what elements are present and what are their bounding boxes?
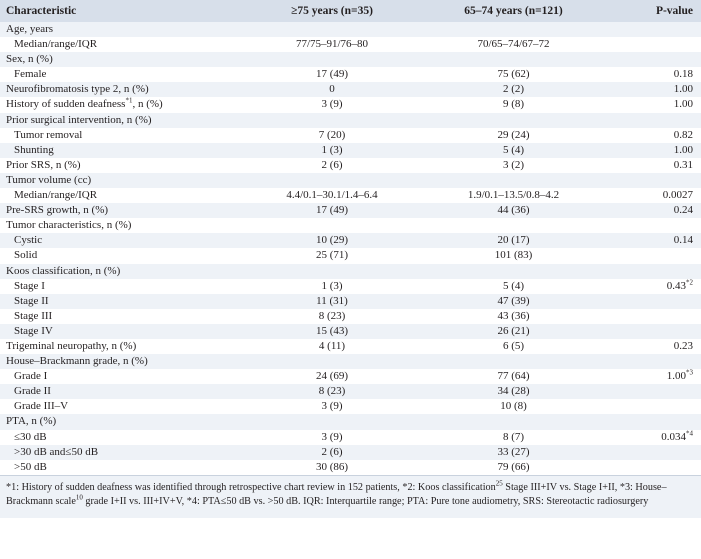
cell-group-75-plus: 8 (23) bbox=[238, 384, 426, 399]
cell-group-75-plus: 10 (29) bbox=[238, 233, 426, 248]
table-row bbox=[0, 233, 701, 248]
cell-group-75-plus: 3 (9) bbox=[238, 430, 426, 445]
table-body bbox=[0, 22, 701, 475]
cell-p-value bbox=[601, 430, 701, 445]
table-footnote bbox=[0, 475, 701, 518]
footnote-text-3: grade I+II vs. III+IV+V, *4: PTA≤50 dB vs. >50 dB. IQR: Interquartile range; PTA: Pure tone audiometry, SRS: Stereotactic radiosurgery bbox=[82, 495, 649, 507]
row-label-text: Prior SRS, n (%) bbox=[6, 158, 81, 171]
p-value-text: 1.00 bbox=[666, 370, 686, 383]
cell-group-65-74: 5 (4) bbox=[426, 279, 601, 294]
row-label bbox=[0, 399, 238, 414]
cell-p-value bbox=[601, 158, 701, 173]
row-label bbox=[0, 279, 238, 294]
table-row bbox=[0, 430, 701, 445]
cell-group-75-plus: 3 (9) bbox=[238, 97, 426, 112]
row-label bbox=[0, 218, 238, 233]
cell-group-75-plus: 3 (9) bbox=[238, 399, 426, 414]
p-value-footnote-ref: *3 bbox=[686, 368, 693, 377]
row-label bbox=[0, 354, 238, 369]
p-value-footnote-ref: *4 bbox=[686, 428, 693, 437]
row-label bbox=[0, 369, 238, 384]
cell-group-75-plus: 0 bbox=[238, 82, 426, 97]
p-value-text: 1.00 bbox=[673, 83, 693, 96]
cell-p-value bbox=[601, 399, 701, 414]
p-value-text: 0.82 bbox=[673, 128, 693, 141]
row-label-text: Grade II bbox=[14, 385, 51, 398]
row-label-text: Tumor characteristics, n (%) bbox=[6, 219, 132, 232]
row-label-suffix: , n (%) bbox=[132, 98, 163, 111]
row-label bbox=[0, 22, 238, 37]
row-label bbox=[0, 460, 238, 475]
row-label-text: Pre-SRS growth, n (%) bbox=[6, 204, 109, 217]
table-row bbox=[0, 173, 701, 188]
row-label bbox=[0, 294, 238, 309]
cell-p-value bbox=[601, 279, 701, 294]
cell-group-75-plus: 17 (49) bbox=[238, 203, 426, 218]
row-label bbox=[0, 158, 238, 173]
row-label bbox=[0, 173, 238, 188]
cell-group-65-74: 70/65–74/67–72 bbox=[426, 37, 601, 52]
row-label-text: Cystic bbox=[14, 234, 43, 247]
cell-group-65-74: 44 (36) bbox=[426, 203, 601, 218]
p-value-text: 1.00 bbox=[673, 98, 693, 111]
footnote-text-2: Stage III+IV vs. Stage I+II, *3: House–Brackmann scale bbox=[6, 481, 667, 507]
row-label-text: Tumor removal bbox=[14, 128, 83, 141]
row-label bbox=[0, 414, 238, 429]
header-group-65-74: 65–74 years (n=121) bbox=[426, 0, 601, 22]
cell-p-value bbox=[601, 445, 701, 460]
cell-group-75-plus: 11 (31) bbox=[238, 294, 426, 309]
row-label bbox=[0, 233, 238, 248]
cell-p-value bbox=[601, 173, 701, 188]
row-label-text: Stage IV bbox=[14, 324, 53, 337]
cell-group-75-plus bbox=[238, 414, 426, 429]
table-row bbox=[0, 294, 701, 309]
cell-group-75-plus: 1 (3) bbox=[238, 143, 426, 158]
cell-p-value bbox=[601, 188, 701, 203]
cell-group-75-plus: 17 (49) bbox=[238, 67, 426, 82]
cell-group-65-74 bbox=[426, 22, 601, 37]
row-label bbox=[0, 248, 238, 263]
table-row bbox=[0, 460, 701, 475]
table-row bbox=[0, 52, 701, 67]
cell-p-value bbox=[601, 248, 701, 263]
cell-group-65-74 bbox=[426, 414, 601, 429]
row-label bbox=[0, 67, 238, 82]
row-label-footnote-ref: *1 bbox=[125, 96, 133, 105]
p-value-text: 0.034 bbox=[661, 430, 686, 443]
table-row bbox=[0, 279, 701, 294]
table-row bbox=[0, 158, 701, 173]
table-row bbox=[0, 369, 701, 384]
table-row bbox=[0, 248, 701, 263]
cell-group-75-plus bbox=[238, 22, 426, 37]
row-label-text: Median/range/IQR bbox=[14, 38, 98, 51]
table-row bbox=[0, 384, 701, 399]
table-header-row bbox=[0, 0, 701, 22]
cell-p-value bbox=[601, 294, 701, 309]
row-label bbox=[0, 309, 238, 324]
cell-group-65-74 bbox=[426, 173, 601, 188]
header-group-75-plus: ≥75 years (n=35) bbox=[238, 0, 426, 22]
row-label-text: History of sudden deafness bbox=[6, 98, 126, 111]
cell-p-value bbox=[601, 324, 701, 339]
table-row bbox=[0, 113, 701, 128]
cell-p-value bbox=[601, 52, 701, 67]
cell-group-75-plus: 25 (71) bbox=[238, 248, 426, 263]
footnote-text-1: *1: History of sudden deafness was identified through retrospective chart review in 152 patients, *2: Koos classification bbox=[6, 481, 496, 493]
cell-p-value bbox=[601, 384, 701, 399]
cell-p-value bbox=[601, 218, 701, 233]
row-label bbox=[0, 324, 238, 339]
cell-group-65-74: 77 (64) bbox=[426, 369, 601, 384]
cell-group-65-74: 101 (83) bbox=[426, 248, 601, 263]
p-value-text: 0.0027 bbox=[662, 189, 693, 202]
cell-group-75-plus: 24 (69) bbox=[238, 369, 426, 384]
table-row bbox=[0, 82, 701, 97]
row-label-text: Stage I bbox=[14, 279, 45, 292]
cell-group-75-plus: 30 (86) bbox=[238, 460, 426, 475]
cell-group-65-74 bbox=[426, 52, 601, 67]
cell-p-value bbox=[601, 67, 701, 82]
table-row bbox=[0, 203, 701, 218]
cell-p-value bbox=[601, 354, 701, 369]
row-label-text: Grade I bbox=[14, 370, 48, 383]
p-value-text: 0.43 bbox=[666, 279, 686, 292]
cell-group-75-plus: 4.4/0.1–30.1/1.4–6.4 bbox=[238, 188, 426, 203]
cell-group-75-plus: 7 (20) bbox=[238, 128, 426, 143]
header-characteristic: Characteristic bbox=[0, 0, 238, 22]
table-row bbox=[0, 22, 701, 37]
cell-group-75-plus bbox=[238, 52, 426, 67]
p-value-text: 1.00 bbox=[673, 143, 693, 156]
cell-group-65-74: 34 (28) bbox=[426, 384, 601, 399]
p-value-text: 0.24 bbox=[673, 204, 693, 217]
cell-group-65-74 bbox=[426, 354, 601, 369]
row-label-text: >50 dB bbox=[14, 460, 47, 473]
row-label bbox=[0, 384, 238, 399]
cell-p-value bbox=[601, 22, 701, 37]
cell-group-65-74 bbox=[426, 218, 601, 233]
row-label-text: Median/range/IQR bbox=[14, 189, 98, 202]
cell-group-65-74 bbox=[426, 113, 601, 128]
row-label-text: Trigeminal neuropathy, n (%) bbox=[6, 339, 137, 352]
row-label-text: Grade III–V bbox=[14, 400, 69, 413]
table-row bbox=[0, 67, 701, 82]
cell-group-65-74: 20 (17) bbox=[426, 233, 601, 248]
cell-p-value bbox=[601, 414, 701, 429]
row-label-text: Solid bbox=[14, 249, 38, 262]
row-label bbox=[0, 52, 238, 67]
table-row bbox=[0, 324, 701, 339]
cell-group-65-74: 9 (8) bbox=[426, 97, 601, 112]
row-label-text: Age, years bbox=[6, 23, 54, 35]
cell-p-value bbox=[601, 37, 701, 52]
cell-p-value bbox=[601, 97, 701, 112]
table-row bbox=[0, 218, 701, 233]
table-row bbox=[0, 339, 701, 354]
row-label-text: House–Brackmann grade, n (%) bbox=[6, 355, 148, 368]
cell-group-75-plus bbox=[238, 264, 426, 279]
row-label-text: PTA, n (%) bbox=[6, 415, 57, 428]
cell-group-75-plus: 8 (23) bbox=[238, 309, 426, 324]
p-value-footnote-ref: *2 bbox=[686, 277, 693, 286]
row-label bbox=[0, 339, 238, 354]
cell-group-65-74: 10 (8) bbox=[426, 399, 601, 414]
cell-p-value bbox=[601, 233, 701, 248]
cell-group-75-plus: 77/75–91/76–80 bbox=[238, 37, 426, 52]
p-value-text: 0.23 bbox=[673, 339, 693, 352]
row-label bbox=[0, 97, 238, 112]
cell-group-65-74: 6 (5) bbox=[426, 339, 601, 354]
cell-group-75-plus bbox=[238, 354, 426, 369]
row-label bbox=[0, 82, 238, 97]
table-row bbox=[0, 354, 701, 369]
cell-p-value bbox=[601, 369, 701, 384]
cell-group-75-plus bbox=[238, 113, 426, 128]
table-row bbox=[0, 399, 701, 414]
cell-group-75-plus bbox=[238, 173, 426, 188]
row-label-text: Neurofibromatosis type 2, n (%) bbox=[6, 83, 149, 96]
cell-group-65-74: 43 (36) bbox=[426, 309, 601, 324]
table-row bbox=[0, 445, 701, 460]
table-row bbox=[0, 143, 701, 158]
row-label-text: ≤30 dB bbox=[14, 430, 47, 443]
row-label-text: Female bbox=[14, 68, 47, 81]
cell-group-65-74: 3 (2) bbox=[426, 158, 601, 173]
cell-group-65-74: 33 (27) bbox=[426, 445, 601, 460]
cell-group-65-74: 26 (21) bbox=[426, 324, 601, 339]
table-row bbox=[0, 188, 701, 203]
row-label bbox=[0, 203, 238, 218]
footnote-ref-10: 10 bbox=[75, 493, 83, 502]
table-row bbox=[0, 414, 701, 429]
row-label-text: Koos classification, n (%) bbox=[6, 264, 121, 277]
row-label bbox=[0, 143, 238, 158]
cell-group-65-74: 1.9/0.1–13.5/0.8–4.2 bbox=[426, 188, 601, 203]
row-label-text: Prior surgical intervention, n (%) bbox=[6, 113, 152, 126]
cell-group-65-74: 29 (24) bbox=[426, 128, 601, 143]
table-row bbox=[0, 37, 701, 52]
cell-p-value bbox=[601, 128, 701, 143]
cell-p-value bbox=[601, 143, 701, 158]
row-label bbox=[0, 37, 238, 52]
row-label bbox=[0, 113, 238, 128]
row-label-text: >30 dB and≤50 dB bbox=[14, 445, 99, 458]
cell-group-75-plus: 15 (43) bbox=[238, 324, 426, 339]
cell-group-75-plus: 4 (11) bbox=[238, 339, 426, 354]
cell-group-65-74: 47 (39) bbox=[426, 294, 601, 309]
row-label bbox=[0, 188, 238, 203]
row-label-text: Shunting bbox=[14, 143, 54, 156]
row-label-text: Tumor volume (cc) bbox=[6, 173, 92, 186]
cell-p-value bbox=[601, 203, 701, 218]
p-value-text: 0.31 bbox=[673, 158, 693, 171]
cell-group-65-74: 2 (2) bbox=[426, 82, 601, 97]
header-p-value: P-value bbox=[601, 0, 701, 22]
cell-p-value bbox=[601, 264, 701, 279]
cell-group-65-74: 5 (4) bbox=[426, 143, 601, 158]
cell-group-65-74: 79 (66) bbox=[426, 460, 601, 475]
cell-group-65-74 bbox=[426, 264, 601, 279]
cell-group-65-74: 8 (7) bbox=[426, 430, 601, 445]
table-row bbox=[0, 264, 701, 279]
cell-group-75-plus bbox=[238, 218, 426, 233]
table-row bbox=[0, 128, 701, 143]
row-label bbox=[0, 264, 238, 279]
row-label bbox=[0, 430, 238, 445]
table-row bbox=[0, 97, 701, 112]
cell-group-75-plus: 2 (6) bbox=[238, 445, 426, 460]
cell-p-value bbox=[601, 339, 701, 354]
p-value-text: 0.18 bbox=[673, 68, 693, 81]
row-label bbox=[0, 445, 238, 460]
p-value-text: 0.14 bbox=[673, 234, 693, 247]
row-label-text: Sex, n (%) bbox=[6, 53, 53, 66]
cell-p-value bbox=[601, 460, 701, 475]
cell-p-value bbox=[601, 309, 701, 324]
cell-group-75-plus: 1 (3) bbox=[238, 279, 426, 294]
cell-p-value bbox=[601, 82, 701, 97]
row-label-text: Stage II bbox=[14, 294, 49, 307]
cell-group-75-plus: 2 (6) bbox=[238, 158, 426, 173]
footnote-ref-25: 25 bbox=[495, 479, 503, 488]
row-label-text: Stage III bbox=[14, 309, 53, 322]
table-row bbox=[0, 309, 701, 324]
cell-p-value bbox=[601, 113, 701, 128]
cell-group-65-74: 75 (62) bbox=[426, 67, 601, 82]
row-label bbox=[0, 128, 238, 143]
